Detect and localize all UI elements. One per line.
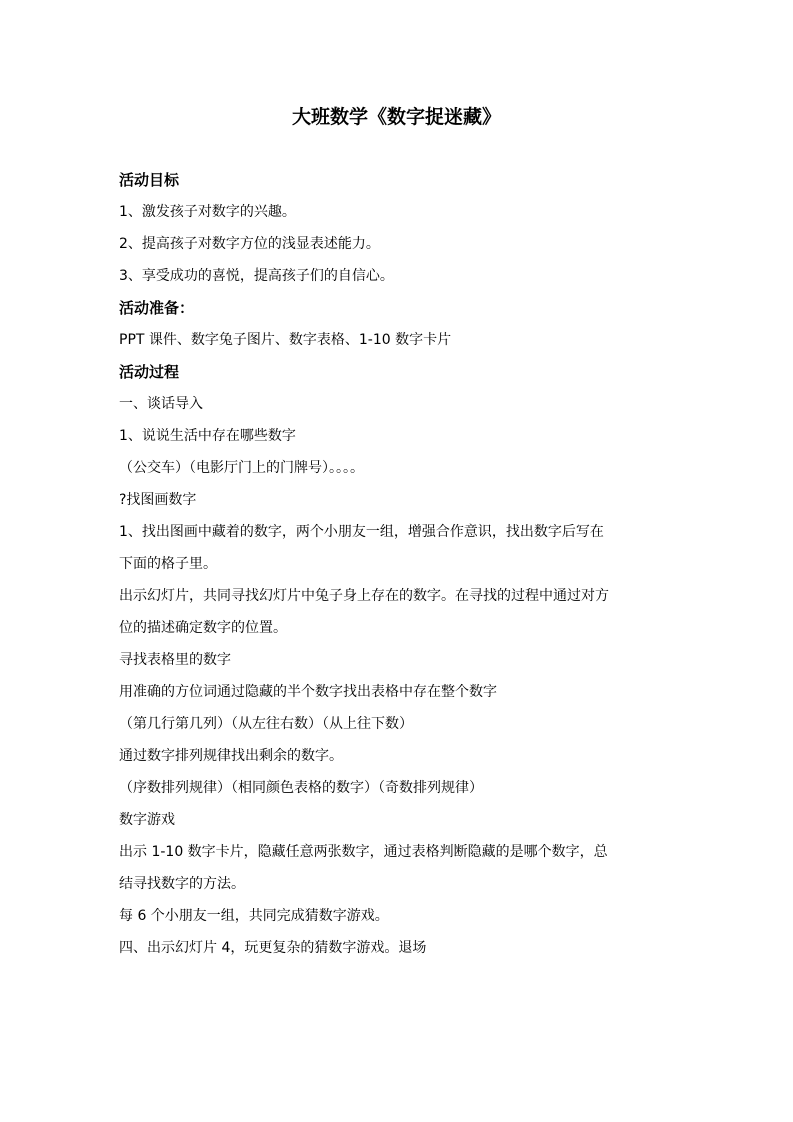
paragraph-line: （公交车）（电影厅门上的门牌号）。。。。 xyxy=(119,460,364,476)
paragraph-line: （序数排列规律）（相同颜色表格的数字）（奇数排列规律） xyxy=(119,780,483,796)
paragraph-line: 四、出示幻灯片 4，玩更复杂的猜数字游戏。退场 xyxy=(119,940,427,956)
paragraph-line: 下面的格子里。 xyxy=(119,556,217,572)
paragraph-line: 寻找表格里的数字 xyxy=(119,652,231,668)
paragraph-line: 3、享受成功的喜悦，提高孩子们的自信心。 xyxy=(119,268,394,284)
paragraph-line: 数字游戏 xyxy=(119,812,175,828)
paragraph-line: 2、提高孩子对数字方位的浅显表述能力。 xyxy=(119,236,380,252)
paragraph-line: 1、说说生活中存在哪些数字 xyxy=(119,428,296,444)
section-heading: 活动目标 xyxy=(119,171,180,189)
paragraph-line: 出示 1-10 数字卡片，隐藏任意两张数字，通过表格判断隐藏的是哪个数字，总 xyxy=(119,844,608,860)
paragraph-line: 位的描述确定数字的位置。 xyxy=(119,620,287,636)
paragraph-line: （第几行第几列）（从左往右数）（从上往下数） xyxy=(119,716,413,732)
page-title: 大班数学《数字捉迷藏》 xyxy=(291,106,501,128)
paragraph-line: 结寻找数字的方法。 xyxy=(119,876,245,892)
paragraph-line: ?找图画数字 xyxy=(119,492,197,508)
document-body xyxy=(119,164,679,964)
paragraph-line: 出示幻灯片，共同寻找幻灯片中兔子身上存在的数字。在寻找的过程中通过对方 xyxy=(119,588,609,604)
paragraph-line: PPT 课件、数字兔子图片、数字表格、1-10 数字卡片 xyxy=(119,332,452,348)
paragraph-line: 每 6 个小朋友一组，共同完成猜数字游戏。 xyxy=(119,908,389,924)
paragraph-line: 一、谈话导入 xyxy=(119,396,203,412)
paragraph-line: 1、激发孩子对数字的兴趣。 xyxy=(119,204,296,220)
paragraph-line: 用准确的方位词通过隐藏的半个数字找出表格中存在整个数字 xyxy=(119,684,497,700)
paragraph-line: 1、找出图画中藏着的数字，两个小朋友一组，增强合作意识，找出数字后写在 xyxy=(119,524,604,540)
section-heading: 活动过程 xyxy=(119,363,180,381)
paragraph-line: 通过数字排列规律找出剩余的数字。 xyxy=(119,748,343,764)
section-heading: 活动准备： xyxy=(119,299,195,317)
